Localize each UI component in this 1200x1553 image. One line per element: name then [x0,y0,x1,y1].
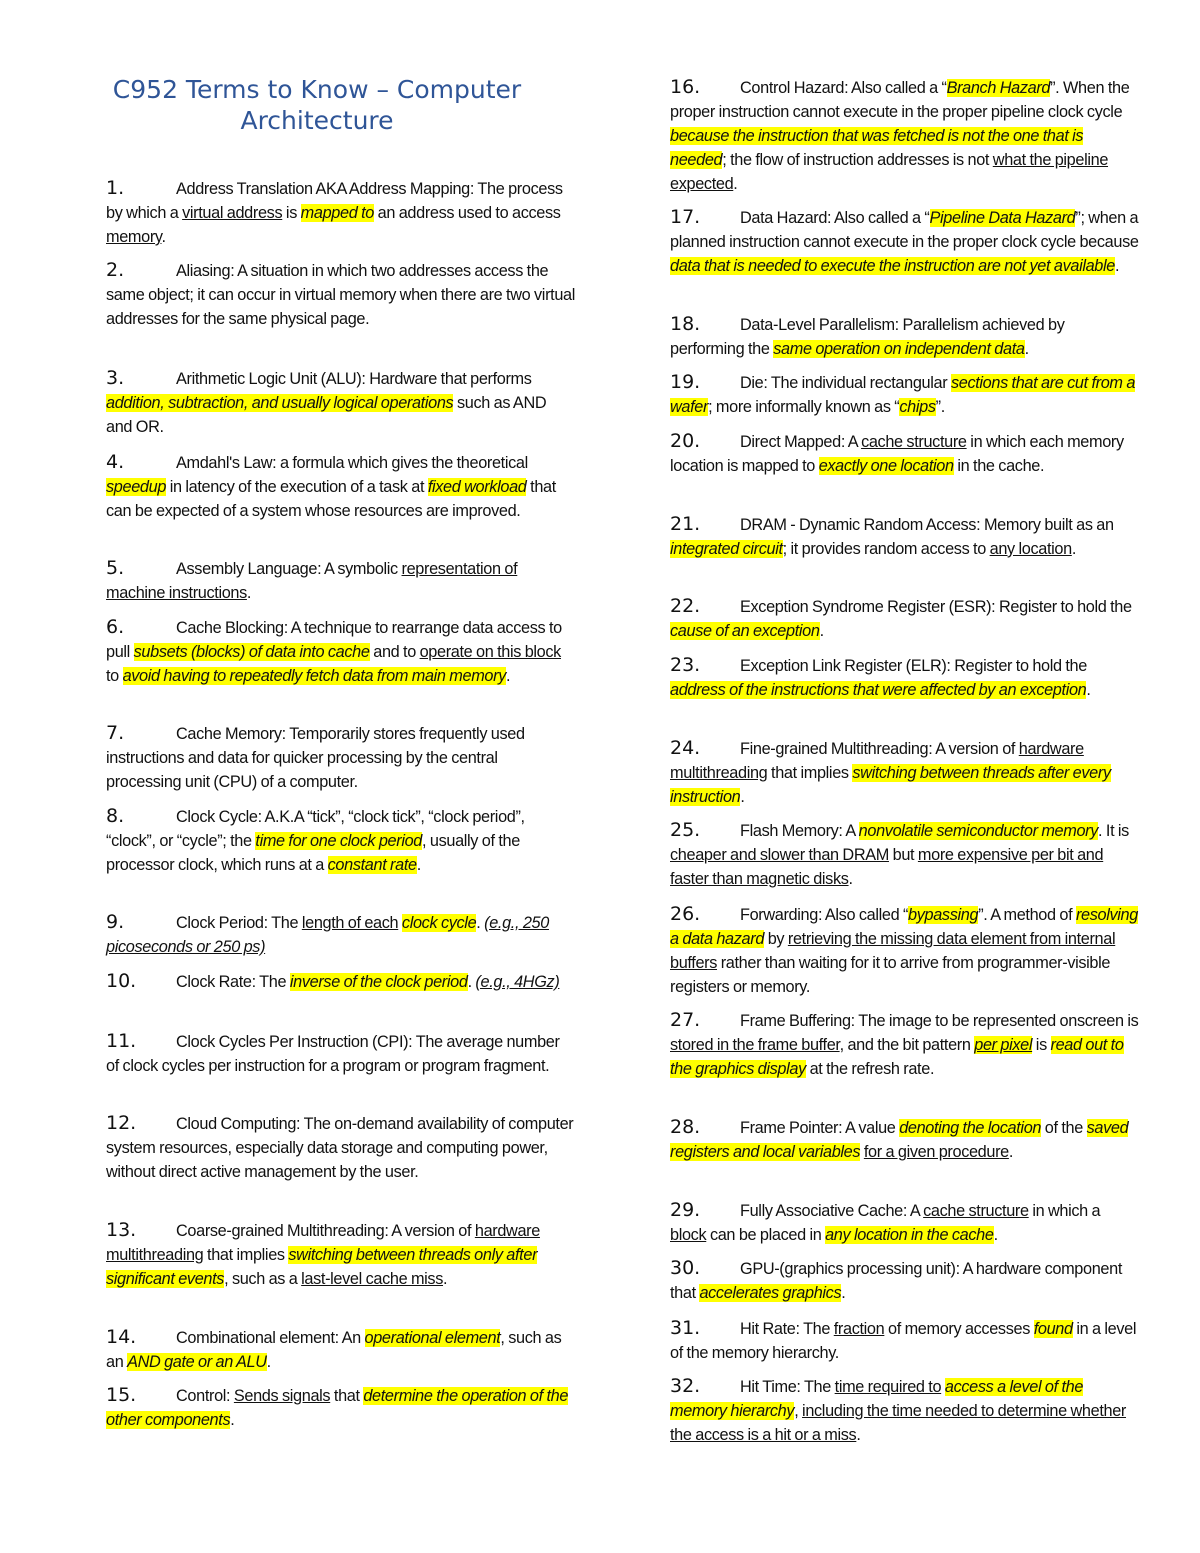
term-text-segment: Die: The individual rectangular [740,374,951,392]
term-text-segment: more expensive per bit and faster than magnetic disks [670,846,1104,888]
term-entry [670,736,1140,809]
term-text-segment: Sends signals [233,1387,331,1405]
term-text-segment: ”. When the proper instruction cannot execute in the proper pipeline clock cycle [670,79,1130,121]
term-text-segment: of the [1041,1119,1087,1137]
term-text-segment: retrieving the missing data element from internal buffers [670,930,1116,972]
term-text-segment: of memory accesses [884,1320,1034,1338]
term-entry [670,1115,1140,1164]
term-text-segment: Coarse-grained Multithreading: A version of [176,1222,475,1240]
term-text-segment: Arithmetic Logic Unit (ALU): Hardware that performs [176,370,532,388]
term-text-segment: access a level of the memory hierarchy [670,1378,1084,1420]
term-text-segment: that implies [203,1246,289,1264]
term-text-segment: in the cache. [953,457,1045,475]
term-text-segment: Hit Rate: The [740,1320,834,1338]
term-entry [670,1198,1140,1247]
term-entry [670,205,1140,278]
term-text-segment: representation of machine instructions [106,560,518,602]
term-entry [670,594,1140,643]
term-text-segment: per pixel [974,1036,1033,1054]
term-text-segment: Combinational element: An [176,1329,365,1347]
term-text-segment: last-level cache miss [301,1270,444,1288]
term-entry [106,615,576,688]
term-text-segment: GPU-(graphics processing unit): A hardware component that [670,1260,1123,1302]
term-entry [106,258,576,331]
term-text-segment: ; the flow of instruction addresses is not [722,151,993,169]
term-entry [670,1008,1140,1081]
term-number: 11. [106,1030,137,1052]
term-text-segment: is [282,204,301,222]
term-entry [106,1111,576,1184]
term-entry [106,556,576,605]
term-text-segment: memory [106,228,162,246]
term-text-segment: , such as a [224,1270,302,1288]
term-entry [106,176,576,249]
term-text-segment: fraction [833,1320,885,1338]
term-text-segment: switching between threads after every instruction [670,764,1111,806]
term-text-segment: Pipeline Data Hazard [929,209,1076,227]
term-text-segment: length of each [301,914,399,932]
term-text-segment: time required to [834,1378,942,1396]
term-text-segment: . [443,1270,448,1288]
term-text-segment: , and the bit pattern [839,1036,975,1054]
term-text-segment: can be placed in [706,1226,826,1244]
term-number: 20. [670,430,701,452]
term-text-segment: is [1032,1036,1051,1054]
term-text-segment: DRAM - Dynamic Random Access: Memory built as an [740,516,1114,534]
term-text-segment: inverse of the clock period [289,973,468,991]
term-text-segment: what the pipeline expected [670,151,1109,193]
term-text-segment: Flash Memory: A [740,822,859,840]
term-text-segment: by [764,930,788,948]
term-number: 17. [670,206,701,228]
term-text-segment: found [1033,1320,1073,1338]
term-text-segment: ”; when a planned instruction cannot execute in the proper clock cycle because [670,209,1139,251]
term-text-segment: an address used to access [373,204,561,222]
term-text-segment: subsets (blocks) of data into cache [133,643,370,661]
term-text-segment: AND gate or an ALU [127,1353,267,1371]
term-text-segment: sections that are cut from a wafer [670,374,1136,416]
term-text-segment: cache structure [923,1202,1029,1220]
term-text-segment: block [670,1226,707,1244]
term-text-segment: . [841,1284,846,1302]
term-number: 21. [670,513,701,535]
term-text-segment: ; it provides random access to [782,540,990,558]
term-text-segment: same operation on independent data [773,340,1025,358]
term-number: 31. [670,1317,701,1339]
term-text-segment: ”. A method of [978,906,1076,924]
term-text-segment: constant rate [327,856,417,874]
term-text-segment: exactly one location [818,457,954,475]
term-text-segment: Amdahl's Law: a formula which gives the theoretical [176,454,528,472]
term-entry [670,1374,1140,1447]
term-text-segment: avoid having to repeatedly fetch data from main memory [122,667,506,685]
term-entry [106,804,576,877]
term-number: 22. [670,595,701,617]
term-number: 15. [106,1384,137,1406]
term-text-segment: rather than waiting for it to arrive from programmer-visible registers or memory. [670,954,1111,996]
term-text-segment: Forwarding: Also called “ [740,906,909,924]
term-number: 14. [106,1326,137,1348]
term-text-segment: . [476,914,485,932]
term-text-segment: mapped to [300,204,374,222]
term-text-segment: in latency of the execution of a task at [166,478,428,496]
term-text-segment: Frame Pointer: A value [740,1119,900,1137]
term-text-segment: that implies [767,764,853,782]
term-text-segment: Aliasing: A situation in which two addresses access the same object; it can occur in virtual memory when there are two virtual addresses for the same physical page. [106,262,575,328]
term-text-segment: . [506,667,511,685]
term-text-segment: ; more informally known as “ [708,398,900,416]
page-title: C952 Terms to Know – Computer Architecture [112,75,522,135]
term-text-segment: stored in the frame buffer [670,1036,840,1054]
term-entry [106,1325,576,1374]
term-text-segment: integrated circuit [670,540,783,558]
term-text-segment: Cache Blocking: A technique to rearrange data access to pull [106,619,562,661]
term-text-segment: Data Hazard: Also called a “ [740,209,930,227]
term-entry [670,512,1140,561]
term-text-segment: . [266,1353,271,1371]
term-number: 25. [670,819,701,841]
term-entry [106,910,576,959]
term-text-segment: hardware multithreading [670,740,1084,782]
term-text-segment: for a given procedure [863,1143,1009,1161]
term-text-segment: including the time needed to determine whether the access is a hit or a miss [670,1402,1126,1444]
term-text-segment: denoting the location [899,1119,1042,1137]
term-entry [670,818,1140,891]
term-text-segment: determine the operation of the other components [106,1387,569,1429]
term-text-segment: at the refresh rate. [805,1060,935,1078]
term-text-segment: virtual address [182,204,283,222]
term-text-segment: switching between threads only after significant events [106,1246,538,1288]
term-number: 27. [670,1009,701,1031]
term-text-segment: . [733,175,738,193]
term-text-segment: chips [899,398,936,416]
term-number: 8. [106,805,125,827]
term-text-segment: . [246,584,252,602]
term-text-segment: . [993,1226,998,1244]
term-number: 4. [106,451,125,473]
term-text-segment: , such as an [106,1329,562,1371]
term-text-segment: fixed workload [427,478,527,496]
term-text-segment: . [161,228,166,246]
term-entry [670,312,1140,361]
term-text-segment: . [1024,340,1029,358]
term-text-segment: Control Hazard: Also called a “ [740,79,947,97]
term-entry [670,653,1140,702]
term-text-segment: . [416,856,421,874]
term-entry [106,1383,576,1432]
term-text-segment: cheaper and slower than DRAM [670,846,889,864]
term-number: 2. [106,259,125,281]
term-text-segment: operational element [364,1329,501,1347]
term-text-segment: in a level of the memory hierarchy. [670,1320,1137,1362]
term-text-segment: nonvolatile semiconductor memory [858,822,1099,840]
term-number: 30. [670,1257,701,1279]
term-number: 9. [106,911,125,933]
term-text-segment: that [330,1387,364,1405]
term-entry [670,429,1140,478]
term-entry [106,721,576,794]
term-text-segment: Hit Time: The [740,1378,835,1396]
term-text-segment: cause of an exception [670,622,820,640]
term-text-segment: operate on this block [419,643,561,661]
term-text-segment: Assembly Language: A symbolic [176,560,402,578]
term-number: 23. [670,654,701,676]
term-text-segment: hardware multithreading [106,1222,540,1264]
term-text-segment: clock cycle [401,914,477,932]
term-number: 32. [670,1375,701,1397]
term-text-segment: . [1086,681,1091,699]
term-text-segment: , usually of the processor clock, which runs at a [106,832,520,874]
term-text-segment: Address Translation AKA Address Mapping: The process by which a [106,180,563,222]
term-text-segment: saved registers and local variables [670,1119,1129,1161]
term-text-segment: (e.g., 4HGz) [475,973,560,991]
term-text-segment: Clock Period: The [176,914,302,932]
term-text-segment: Direct Mapped: A [740,433,862,451]
term-text-segment: . [1008,1143,1014,1161]
term-number: 10. [106,970,137,992]
term-text-segment: bypassing [908,906,979,924]
term-entry [106,1218,576,1291]
term-text-segment: Data-Level Parallelism: Parallelism achieved by performing the [670,316,1065,358]
term-number: 1. [106,177,125,199]
term-number: 13. [106,1219,137,1241]
term-text-segment: and to [369,643,420,661]
term-text-segment: speedup [106,478,167,496]
term-number: 26. [670,903,701,925]
term-text-segment: Cache Memory: Temporarily stores frequently used instructions and data for quicker processing by the central processing unit (CPU) of a computer. [106,725,525,791]
term-text-segment: . It is [1098,822,1129,840]
term-text-segment: (e.g., 250 picoseconds or 250 ps) [106,914,549,956]
term-text-segment: any location in the cache [825,1226,994,1244]
term-entry [670,902,1140,999]
term-text-segment: . [740,788,745,806]
term-text-segment: . [1114,257,1120,275]
term-entry [106,969,576,994]
term-text-segment: , [794,1402,803,1420]
term-entry [670,1256,1140,1305]
term-text-segment: in which a [1028,1202,1101,1220]
term-text-segment: Branch Hazard [946,79,1051,97]
term-text-segment: ”. [935,398,945,416]
term-text-segment: but [888,846,918,864]
term-text-segment: any location [989,540,1072,558]
term-text-segment: . [848,870,853,888]
term-number: 28. [670,1116,701,1138]
term-text-segment: read out to the graphics display [670,1036,1124,1078]
term-number: 29. [670,1199,701,1221]
term-text-segment: Frame Buffering: The image to be represented onscreen is [740,1012,1139,1030]
term-text-segment: cache structure [861,433,967,451]
term-text-segment: Control: [176,1387,234,1405]
term-number: 7. [106,722,125,744]
term-entry [670,1316,1140,1365]
term-text-segment: because the instruction that was fetched is not the one that is needed [670,127,1084,169]
term-text-segment: time for one clock period [255,832,423,850]
term-text-segment: Exception Syndrome Register (ESR): Register to hold the [740,598,1132,616]
term-number: 19. [670,371,701,393]
term-number: 24. [670,737,701,759]
term-text-segment: address of the instructions that were affected by an exception [670,681,1087,699]
term-text-segment: Clock Rate: The [176,973,290,991]
term-text-segment: Exception Link Register (ELR): Register to hold the [740,657,1087,675]
term-text-segment: Fully Associative Cache: A [740,1202,924,1220]
term-text-segment: resolving a data hazard [670,906,1138,948]
term-text-segment: to [106,667,123,685]
term-text-segment: Clock Cycles Per Instruction (CPI): The average number of clock cycles per instruction for a program or program fragment. [106,1033,560,1075]
term-number: 18. [670,313,701,335]
term-text-segment: Cloud Computing: The on-demand availability of computer system resources, especially data storage and computing power, without direct active management by the user. [106,1115,574,1181]
term-text-segment: . [819,622,824,640]
term-text-segment: . [230,1411,235,1429]
term-text-segment: in which each memory location is mapped to [670,433,1124,475]
term-text-segment: such as AND and OR. [106,394,547,436]
term-entry [670,75,1140,196]
term-number: 12. [106,1112,137,1134]
term-text-segment: Fine-grained Multithreading: A version of [740,740,1019,758]
term-number: 3. [106,367,125,389]
term-text-segment: data that is needed to execute the instruction are not yet available [670,257,1115,275]
term-entry [106,450,576,523]
term-entry [106,1029,576,1078]
term-number: 6. [106,616,125,638]
term-entry [106,366,576,439]
term-text-segment: addition, subtraction, and usually logical operations [106,394,454,412]
term-text-segment: . [1071,540,1076,558]
term-text-segment: that can be expected of a system whose resources are improved. [106,478,556,520]
term-number: 5. [106,557,125,579]
term-number: 16. [670,76,701,98]
term-text-segment: . [856,1426,861,1444]
term-text-segment: accelerates graphics [699,1284,842,1302]
term-entry [670,370,1140,419]
term-text-segment: . [467,973,476,991]
term-text-segment: Clock Cycle: A.K.A “tick”, “clock tick”, “clock period”, “clock”, or “cycle”; the [106,808,525,850]
